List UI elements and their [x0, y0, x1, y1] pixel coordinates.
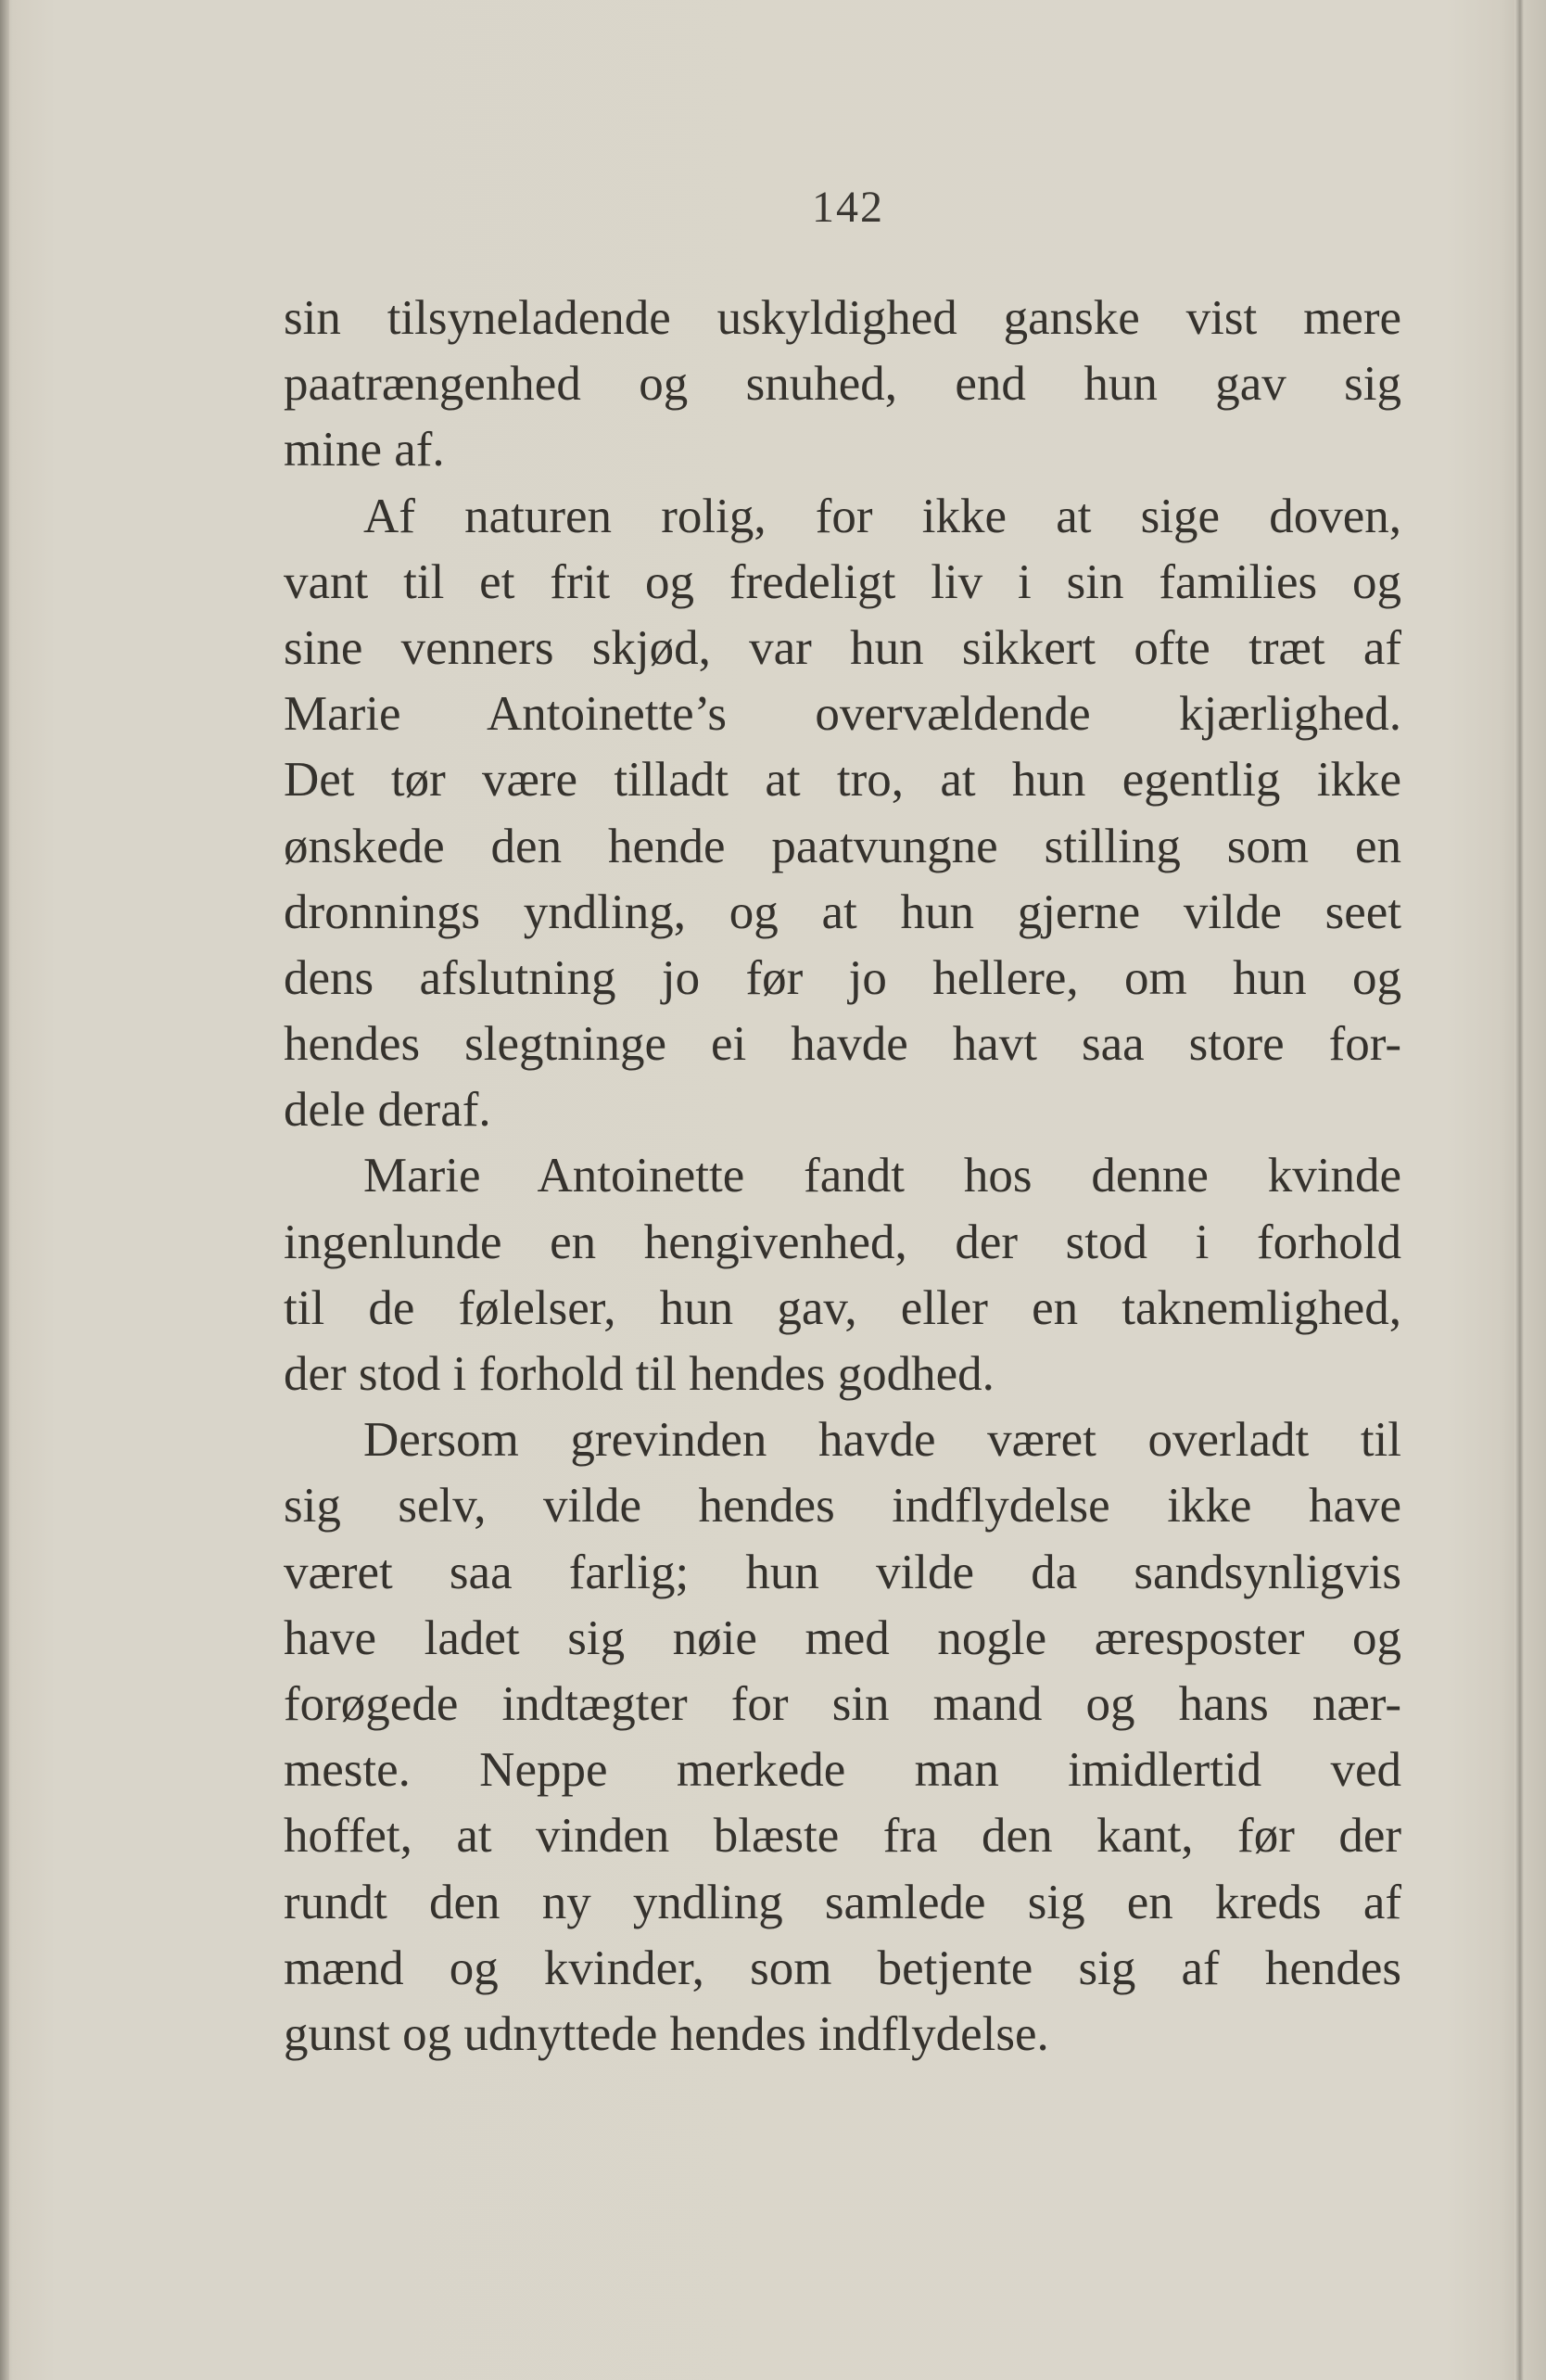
text-line: paatrængenhed og snuhed, end hun gav sig	[284, 357, 1401, 412]
text-line: hoffet, at vinden blæste fra den kant, før der	[284, 1809, 1401, 1864]
text-line: Marie Antoinette’s overvældende kjærlighed.	[284, 687, 1401, 742]
text-line: Marie Antoinette fandt hos denne kvinde	[363, 1149, 1401, 1203]
text-line: været saa farlig; hun vilde da sandsynligvis	[284, 1545, 1401, 1599]
text-line: Af naturen rolig, for ikke at sige doven,	[363, 489, 1401, 543]
text-line: sin tilsyneladende uskyldighed ganske vist mere	[284, 291, 1401, 345]
text-line: der stod i forhold til hendes godhed.	[284, 1347, 995, 1401]
text-line: Dersom grevinden havde været overladt til	[363, 1413, 1401, 1468]
text-line: dele deraf.	[284, 1083, 491, 1138]
text-line: dens afslutning jo før jo hellere, om hun og	[284, 950, 1401, 1005]
text-line: ønskede den hende paatvungne stilling som en	[284, 819, 1401, 873]
text-line: rundt den ny yndling samlede sig en kreds af	[284, 1875, 1401, 1929]
text-line: mænd og kvinder, som betjente sig af hendes	[284, 1941, 1401, 1995]
text-line: sine venners skjød, var hun sikkert ofte træt af	[284, 620, 1401, 675]
text-line: gunst og udnyttede hendes indflydelse.	[284, 2006, 1049, 2061]
text-line: mine af.	[284, 423, 445, 477]
text-line: meste. Neppe merkede man imidlertid ved	[284, 1743, 1401, 1798]
text-line: hendes slegtninge ei havde havt saa store for-	[284, 1017, 1401, 1072]
text-line: dronnings yndling, og at hun gjerne vilde seet	[284, 885, 1401, 939]
page-number: 142	[812, 183, 884, 232]
text-line: sig selv, vilde hendes indflydelse ikke have	[284, 1479, 1401, 1534]
text-line: Det tør være tilladt at tro, at hun egentlig ikke	[284, 753, 1401, 808]
text-line: ingenlunde en hengivenhed, der stod i forhold	[284, 1215, 1401, 1269]
text-line: til de følelser, hun gav, eller en taknemlighed,	[284, 1280, 1401, 1335]
text-line: vant til et frit og fredeligt liv i sin families og	[284, 554, 1401, 609]
text-line: have ladet sig nøie med nogle æresposter og	[284, 1610, 1401, 1665]
page-left-edge	[0, 0, 9, 2380]
page-right-edge	[1514, 0, 1546, 2380]
body-text	[284, 286, 1401, 2068]
text-line: forøgede indtægter for sin mand og hans nær-	[284, 1676, 1401, 1731]
